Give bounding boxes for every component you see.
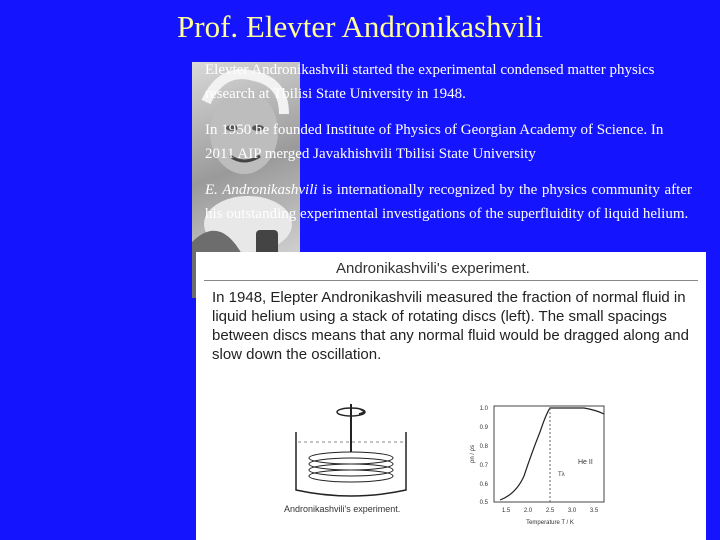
xtick-4: 3.0 xyxy=(567,508,577,514)
paragraph-lead-name: E. Andronikashvili xyxy=(205,182,318,198)
ytick-3: 0.8 xyxy=(479,444,488,450)
slide-title: Prof. Elevter Andronikashvili xyxy=(177,9,543,44)
xtick-1: 1.5 xyxy=(501,508,511,514)
rotating-discs-apparatus xyxy=(286,402,416,502)
paragraph-institute: In 1950 he founded Institute of Physics of Georgian Academy of Science. In 2011 AIP merged Javakhishvili Tbilisi State University xyxy=(205,122,664,162)
experiment-figure xyxy=(196,252,706,540)
figure-title: Andronikashvili's experiment. xyxy=(336,260,530,277)
xtick-2: 2.0 xyxy=(523,508,533,514)
ytick-2: 0.9 xyxy=(479,425,488,431)
graph-xlabel: Temperature T / K xyxy=(526,520,574,526)
paragraph-recognition xyxy=(205,178,692,226)
figure-caption: In 1948, Elepter Andronikashvili measured the fraction of normal fluid in liquid helium using a stack of rotating discs (left). The small spacings between discs means that any normal fluid would be dragged along and slow down the oscillation. xyxy=(212,289,689,363)
paragraph-research-start: Elevter Andronikashvili started the experimental condensed matter physics research at Tbilisi State University in 1948. xyxy=(205,62,655,102)
normal-fluid-graph xyxy=(466,402,616,532)
ytick-1: 1.0 xyxy=(479,406,488,412)
ytick-5: 0.6 xyxy=(479,482,488,488)
xtick-5: 3.5 xyxy=(589,508,599,514)
paragraph-recognition-text: is internationally recognized by the physics community after his outstanding experimental investigations of the superfluidity of liquid helium. xyxy=(205,182,692,222)
lambda-point-label: Tλ xyxy=(558,472,565,478)
ytick-6: 0.5 xyxy=(479,500,488,506)
apparatus-label: Andronikashvili's experiment. xyxy=(284,504,401,514)
phase-label: He II xyxy=(578,459,593,466)
graph-ylabel: ρn / ρs xyxy=(470,444,476,464)
figure-divider xyxy=(204,280,698,281)
xtick-3: 2.5 xyxy=(545,508,555,514)
ytick-4: 0.7 xyxy=(479,463,488,469)
